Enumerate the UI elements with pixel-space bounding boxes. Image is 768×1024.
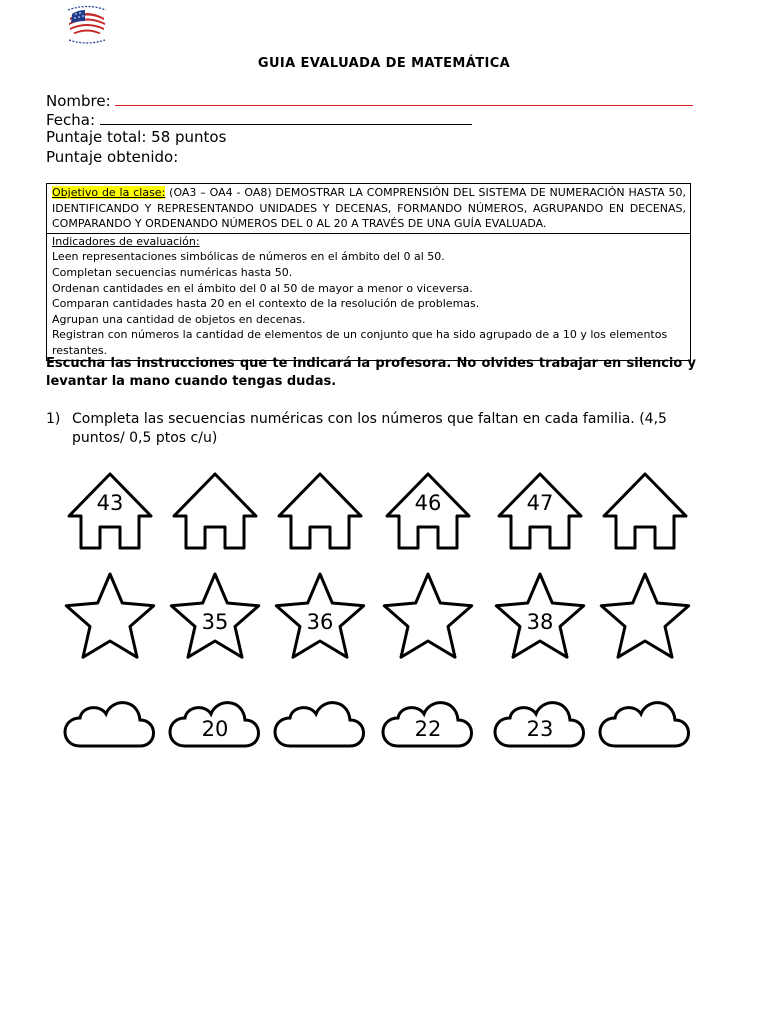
indicator-item: Leen representaciones simbólicas de números en el ámbito del 0 al 50.	[52, 250, 445, 264]
fecha-label: Fecha:	[46, 111, 96, 129]
star-icon	[384, 574, 471, 657]
star-icon	[66, 574, 153, 657]
indicator-item: Completan secuencias numéricas hasta 50.	[52, 265, 293, 279]
house-icon	[279, 474, 361, 548]
sequence-number: 23	[526, 717, 554, 741]
cloud-icon	[275, 703, 364, 746]
indicators-label: Indicadores de evaluación:	[52, 234, 200, 248]
sequence-number: 38	[526, 610, 554, 634]
sequence-number: 22	[414, 717, 442, 741]
indicator-item: Registran con números la cantidad de elementos de un conjunto que ha sido agrupado de a 10 y los elementos restantes.	[52, 328, 668, 357]
question-number: 1)	[46, 411, 61, 427]
puntaje-total: Puntaje total: 58 puntos	[46, 128, 227, 146]
star-icon	[601, 574, 688, 657]
cloud-icon	[600, 703, 689, 746]
sequence-number: 36	[306, 610, 334, 634]
sequence-number: 20	[201, 717, 229, 741]
house-icon	[604, 474, 686, 548]
indicator-item: Ordenan cantidades en el ámbito del 0 al 50 de mayor a menor o viceversa.	[52, 281, 473, 295]
objective-text: (OA3 – OA4 - OA8) DEMOSTRAR LA COMPRENSIÓN DEL SISTEMA DE NUMERACIÓN HASTA 50, IDENTIFICANDO Y REPRESENTANDO UNIDADES Y DECENAS, FORMANDO NÚMEROS, AGRUPANDO EN DECENAS, COMPARANDO Y ORDENANDO NÚMEROS DEL 0 AL 20 A TRAVÉS DE UNA GUÍA EVALUADA.	[52, 186, 686, 231]
nombre-label: Nombre:	[46, 92, 111, 110]
cloud-icon	[65, 703, 154, 746]
sequence-number: 35	[201, 610, 229, 634]
instructions-note: Escucha las instrucciones que te indicará la profesora. No olvides trabajar en silencio y levantar la mano cuando tengas dudas.	[46, 356, 696, 389]
page-title: GUIA EVALUADA DE MATEMÁTICA	[257, 56, 511, 71]
indicator-item: Comparan cantidades hasta 20 en el contexto de la resolución de problemas.	[52, 297, 480, 311]
indicator-item: Agrupan una cantidad de objetos en decenas.	[52, 312, 306, 326]
sequence-number: 47	[526, 491, 554, 515]
puntaje-obtenido-label: Puntaje obtenido:	[46, 148, 179, 166]
house-icon	[174, 474, 256, 548]
question-text: Completa las secuencias numéricas con los números que faltan en cada familia. (4,5 puntos/ 0,5 ptos c/u)	[72, 411, 667, 446]
objective-label: Objetivo de la clase:	[52, 186, 166, 199]
sequence-number: 46	[414, 491, 442, 515]
sequence-number: 43	[96, 491, 124, 515]
